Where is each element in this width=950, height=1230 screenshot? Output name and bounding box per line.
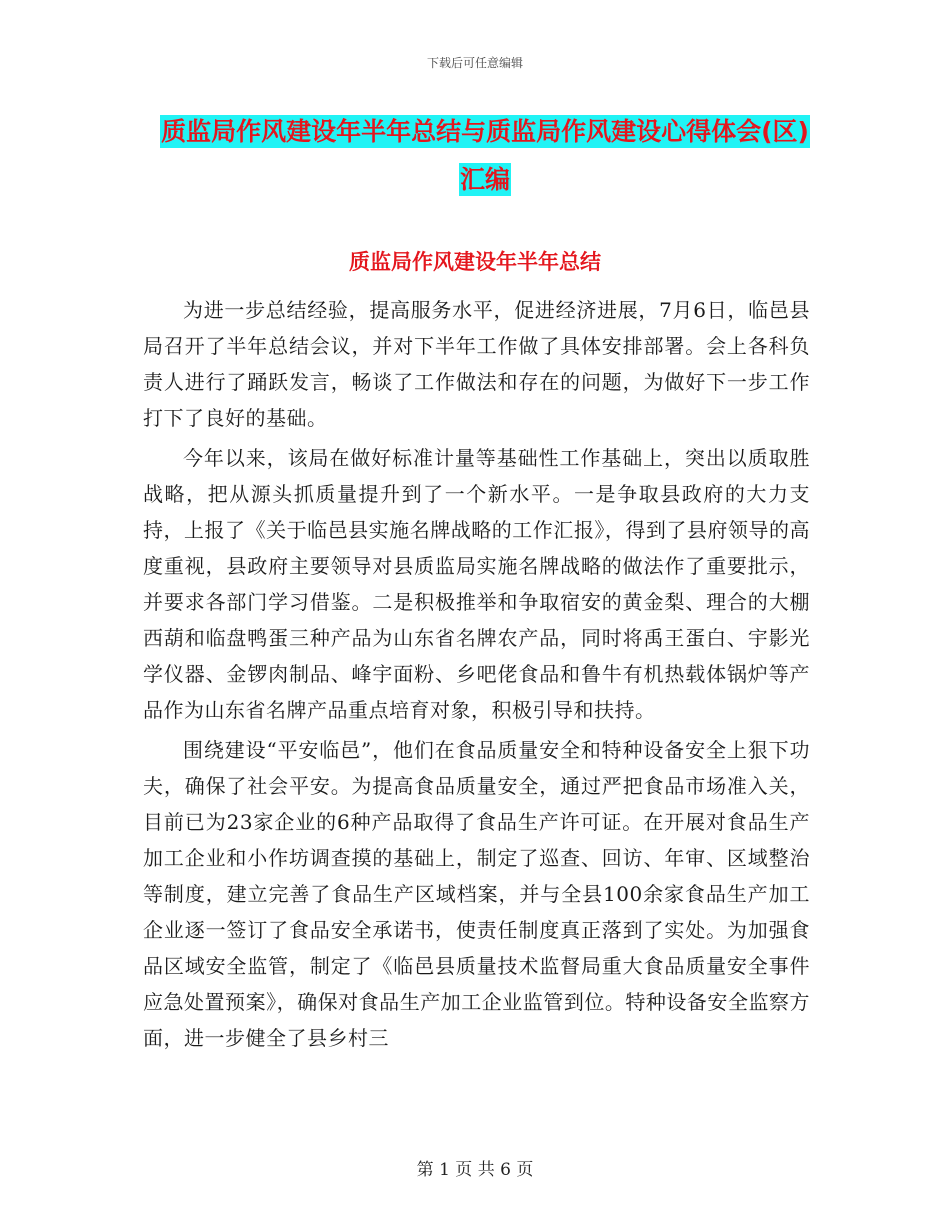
paragraph: 为进一步总结经验，提高服务水平，促进经济进展，7月6日，临邑县局召开了半年总结会议，并对下半年工作做了具体安排部署。会上各科负责人进行了踊跃发言，畅谈了工作做法和存在的问题，为做好下一步工作打下了良好的基础。 xyxy=(143,298,810,430)
page-footer: 第 1 页 共 6 页 xyxy=(416,1160,534,1180)
document-body xyxy=(143,292,810,1060)
document-title-text: 质监局作风建设年半年总结与质监局作风建设心得体会(区)汇编 xyxy=(161,117,809,194)
document-title xyxy=(150,108,820,204)
paragraph: 今年以来，该局在做好标准计量等基础性工作基础上，突出以质取胜战略，把从源头抓质量提升到了一个新水平。一是争取县政府的大力支持，上报了《关于临邑县实施名牌战略的工作汇报》，得到了县府领导的高度重视，县政府主要领导对县质监局实施名牌战略的做法作了重要批示，并要求各部门学习借鉴。二是积极推举和争取宿安的黄金梨、理合的大棚西葫和临盘鸭蛋三种产品为山东省名牌农产品，同时将禹王蛋白、宇影光学仪器、金锣肉制品、峰宇面粉、乡吧佬食品和鲁牛有机热载体锅炉等产品作为山东省名牌产品重点培育对象，积极引导和扶持。 xyxy=(143,446,810,722)
paragraph: 围绕建设“平安临邑”，他们在食品质量安全和特种设备安全上狠下功夫，确保了社会平安。为提高食品质量安全，通过严把食品市场准入关，目前已为23家企业的6种产品取得了食品生产许可证。在开展对食品生产加工企业和小作坊调查摸的基础上，制定了巡查、回访、年审、区域整治等制度，建立完善了食品生产区域档案，并与全县100余家食品生产加工企业逐一签订了食品安全承诺书，使责任制度真正落到了实处。为加强食品区域安全监管，制定了《临邑县质量技术监督局重大食品质量安全事件应急处置预案》，确保对食品生产加工企业监管到位。特种设备安全监察方面，进一步健全了县乡村三 xyxy=(143,738,810,1050)
section-title: 质监局作风建设年半年总结 xyxy=(349,250,601,274)
page-header: 下载后可任意编辑 xyxy=(426,56,523,70)
